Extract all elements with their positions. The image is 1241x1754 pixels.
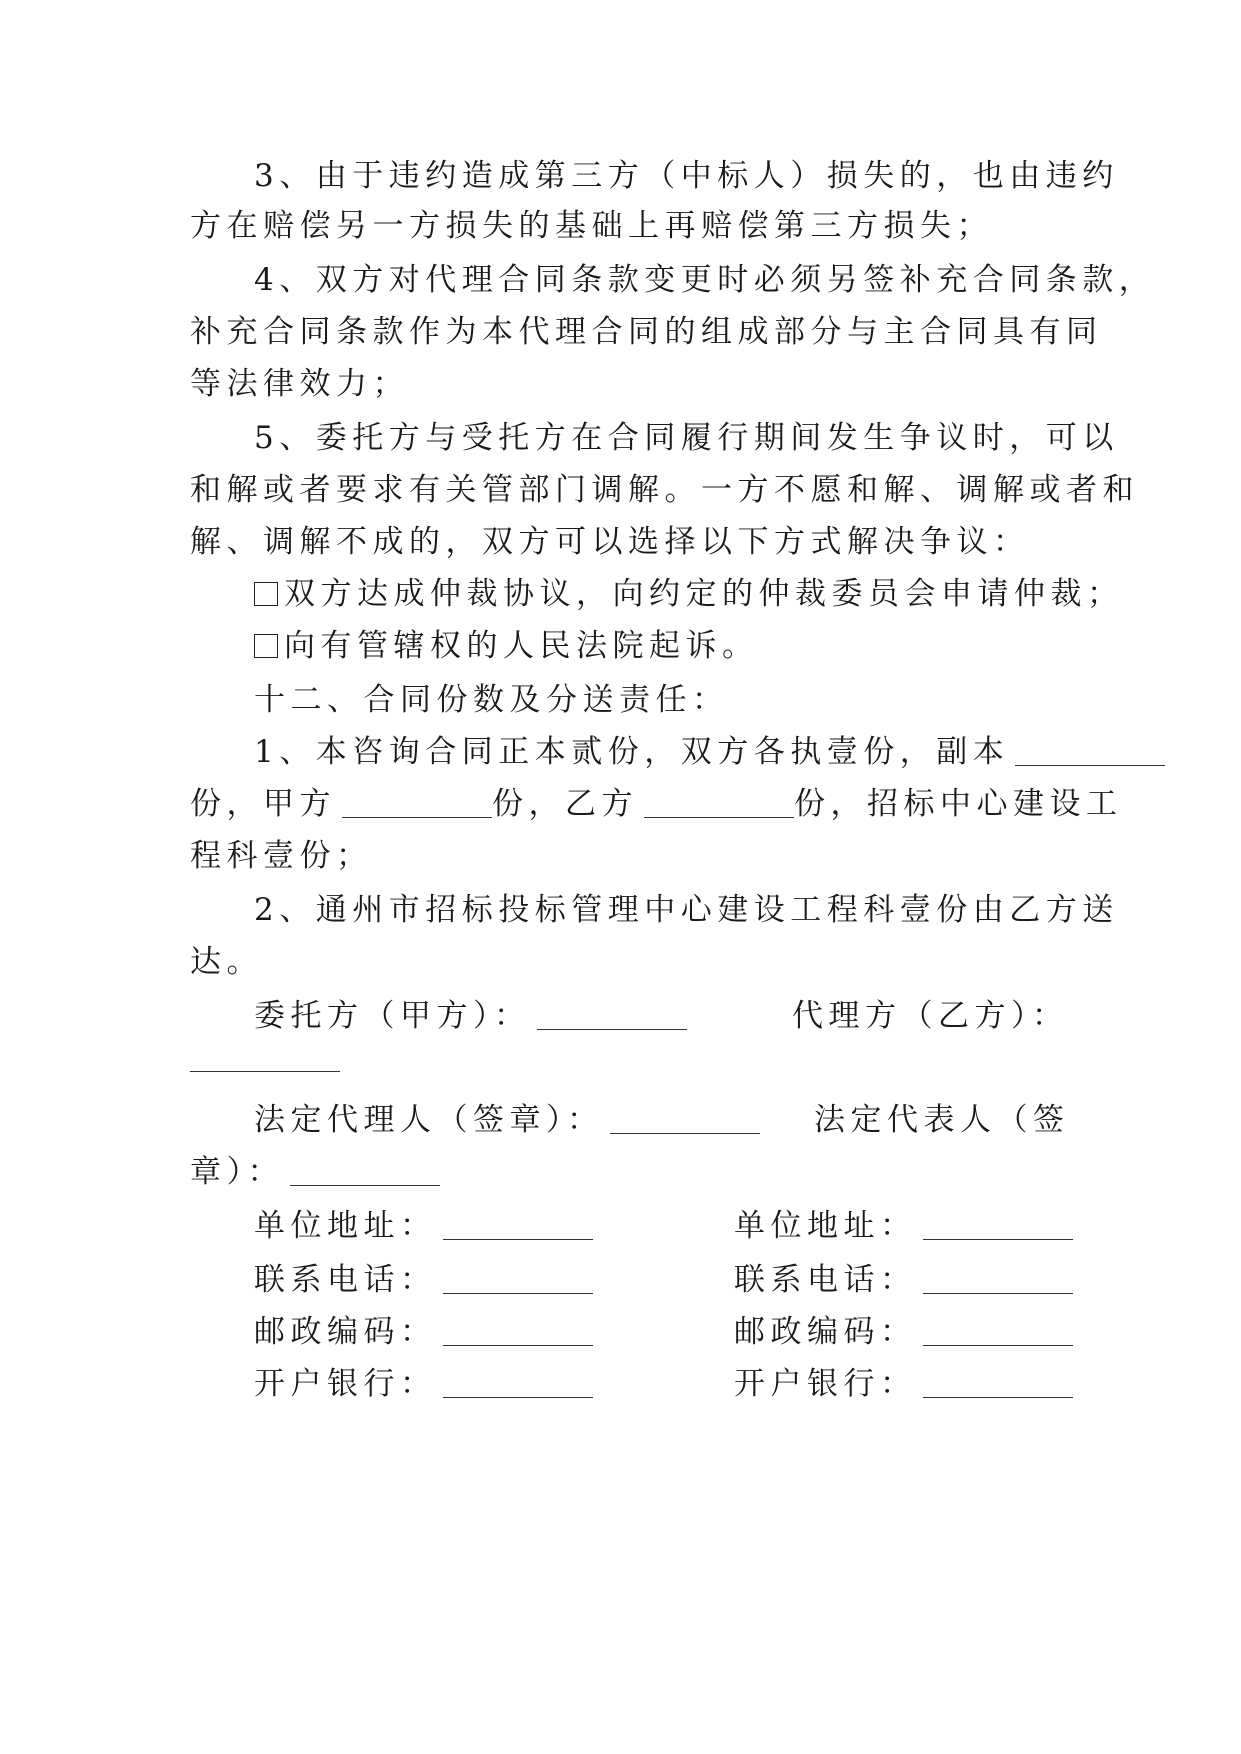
postcode-b-row [734, 1306, 1073, 1351]
party-b-blank[interactable] [190, 1040, 340, 1072]
copies-blank[interactable] [1015, 734, 1165, 766]
party-a-copies-blank[interactable] [342, 786, 492, 818]
legal-agent-blank[interactable] [610, 1102, 760, 1134]
party-a-copies-label: 份，甲方 [190, 786, 336, 822]
postcode-a-row [254, 1306, 593, 1351]
phone-b-blank[interactable] [923, 1262, 1073, 1294]
postcode-b-label: 邮政编码： [734, 1314, 917, 1350]
bank-a-label: 开户银行： [254, 1366, 437, 1402]
address-b-row [734, 1200, 1073, 1245]
bank-b-blank[interactable] [923, 1366, 1073, 1398]
address-a-label: 单位地址： [254, 1208, 437, 1244]
party-b-row [190, 1040, 340, 1076]
legal-rep-blank[interactable] [290, 1154, 440, 1186]
clause-4-line-3: 等法律效力； [190, 366, 409, 402]
postcode-a-label: 邮政编码： [254, 1314, 437, 1350]
section-12-heading: 十二、合同份数及分送责任： [254, 682, 729, 718]
clause-4-line-1: 4、双方对代理合同条款变更时必须另签补充合同条款， [254, 262, 1156, 298]
party-b-label: 代理方（乙方）： [792, 998, 1069, 1034]
phone-a-row [254, 1254, 593, 1299]
clause-12-2-line-2: 达。 [190, 944, 263, 980]
clause-12-1-line-3: 程科壹份； [190, 838, 373, 874]
phone-b-label: 联系电话： [734, 1262, 917, 1298]
legal-agent-row [254, 1094, 760, 1139]
option-arbitration[interactable] [254, 568, 1124, 613]
court-checkbox[interactable] [254, 634, 278, 658]
clause-3-line-2: 方在赔偿另一方损失的基础上再赔偿第三方损失； [190, 208, 993, 244]
clause-3-line-1: 3、由于违约造成第三方（中标人）损失的，也由违约 [254, 158, 1119, 194]
clause-12-1-text: 1、本咨询合同正本贰份，双方各执壹份，副本 [254, 734, 1010, 770]
legal-agent-label: 法定代理人（签章）： [254, 1102, 604, 1138]
legal-rep-row [190, 1146, 440, 1191]
party-a-blank[interactable] [537, 998, 687, 1030]
legal-rep-label-1: 法定代表人（签 [814, 1102, 1070, 1138]
arbitration-checkbox[interactable] [254, 582, 278, 606]
legal-rep-label-2: 章）： [190, 1154, 284, 1190]
party-b-copies-blank[interactable] [644, 786, 794, 818]
postcode-a-blank[interactable] [443, 1314, 593, 1346]
clause-5-line-3: 解、调解不成的，双方可以选择以下方式解决争议： [190, 524, 1030, 560]
bank-a-blank[interactable] [443, 1366, 593, 1398]
phone-a-label: 联系电话： [254, 1262, 437, 1298]
clause-12-1-line-1 [254, 726, 1165, 771]
address-a-blank[interactable] [443, 1208, 593, 1240]
phone-a-blank[interactable] [443, 1262, 593, 1294]
clause-5-line-2: 和解或者要求有关管部门调解。一方不愿和解、调解或者和 [190, 472, 1139, 508]
address-b-blank[interactable] [923, 1208, 1073, 1240]
arbitration-label: 双方达成仲裁协议，向约定的仲裁委员会申请仲裁； [284, 576, 1124, 612]
party-a-row [254, 990, 687, 1035]
bank-b-row [734, 1358, 1073, 1403]
address-b-label: 单位地址： [734, 1208, 917, 1244]
bank-a-row [254, 1358, 593, 1403]
court-label: 向有管辖权的人民法院起诉。 [284, 628, 759, 664]
bank-b-label: 开户银行： [734, 1366, 917, 1402]
phone-b-row [734, 1254, 1073, 1299]
clause-12-2-line-1: 2、通州市招标投标管理中心建设工程科壹份由乙方送 [254, 892, 1119, 928]
option-court[interactable] [254, 620, 759, 665]
address-a-row [254, 1200, 593, 1245]
clause-5-line-1: 5、委托方与受托方在合同履行期间发生争议时，可以 [254, 420, 1119, 456]
clause-12-1-line-2 [190, 778, 1123, 823]
party-a-label: 委托方（甲方）： [254, 998, 531, 1034]
postcode-b-blank[interactable] [923, 1314, 1073, 1346]
party-b-copies-label: 份，乙方 [492, 786, 638, 822]
clause-4-line-2: 补充合同条款作为本代理合同的组成部分与主合同具有同 [190, 314, 1103, 350]
center-copies-label: 份，招标中心建设工 [794, 786, 1123, 822]
